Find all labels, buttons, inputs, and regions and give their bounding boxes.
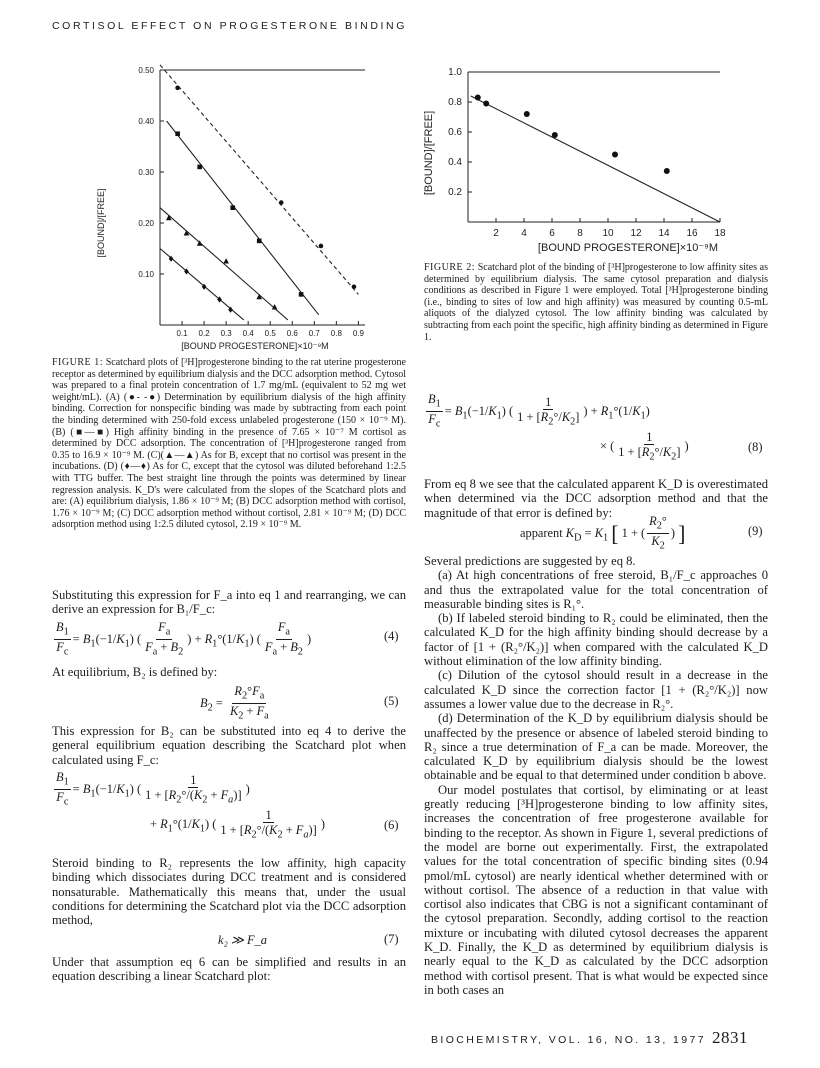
prediction-c: (c) Dilution of the cytosol should result in a decrease in the calculated K_D since the correction factor [1 + (R₂°/K₂)] now assumes a lower value due to the decrease in R₂°.: [424, 668, 768, 711]
figure1-xlabel: [BOUND PROGESTERONE]×10⁻⁹M: [181, 341, 329, 351]
data-point-circle: [612, 152, 618, 158]
footer-journal: BIOCHEMISTRY, VOL. 16, NO. 13, 1977: [430, 1034, 706, 1046]
figure1-caption: [52, 357, 406, 531]
equation-4-number: (4): [384, 629, 399, 643]
x-tick-label: 0.3: [220, 329, 232, 338]
y-tick-label: 0.4: [448, 157, 462, 168]
equation-5-number: (5): [384, 694, 399, 708]
y-tick-label: 0.50: [138, 66, 154, 75]
equation-8-line1: $\frac{B_1}{F_c}$ = $B_1(-1/K_1)$ ( $\frac{1}{1 + [R_2^\circ/K_2]}$ ) + $R_1^\circ(1/K_1)$: [428, 392, 650, 430]
equation-9-number: (9): [748, 524, 763, 538]
running-header: CORTISOL EFFECT ON PROGESTERONE BINDING: [52, 20, 407, 32]
fit-line-circle: [471, 96, 720, 222]
figure2-chart: [418, 58, 758, 258]
x-tick-label: 12: [630, 228, 642, 239]
y-tick-label: 0.30: [138, 168, 154, 177]
x-tick-label: 2: [493, 228, 499, 239]
prediction-a: (a) At high concentrations of free steroid, B₁/F_c approaches 0 and thus the extrapolated value for the total concentration of measurable binding sites is R₁°.: [424, 568, 768, 611]
equation-7-number: (7): [384, 932, 399, 946]
y-tick-label: 1.0: [448, 67, 462, 78]
data-point-circle: [175, 86, 180, 91]
figure1-caption-lead: FIGURE 1:: [52, 357, 104, 368]
equation-6-line2: + $R_1^\circ(1/K_1)$ ( $\frac{1}{1 + [R_2^\circ/(K_2 + F_a)]}$ ): [150, 808, 325, 841]
x-tick-label: 0.2: [198, 329, 210, 338]
left-paragraph-5: Under that assumption eq 6 can be simplified and results in an equation describing a linear Scatchard plot:: [52, 955, 406, 984]
equation-8-line2: × ( $\frac{1}{1 + [R_2^\circ/K_2]}$ ): [600, 430, 689, 463]
data-point-circle: [319, 244, 324, 249]
data-point-triangle: [223, 258, 229, 263]
left-paragraph-4: Steroid binding to R₂ represents the low affinity, high capacity binding which dissociates during DCC treatment and is considered nonsaturable. Mathematically this means that, under the usual conditions for determining the Scatchard plot via the DCC adsorption method,: [52, 856, 406, 928]
prediction-d: (d) Determination of the K_D by equilibrium dialysis should be unaffected by the presence or absence of labeled steroid binding to R₂ since a true determination of F_a can be made. Moreover, the calculated K_D by equilibrium dialysis should be the lowest obtainable and be equal to that determined under condition b above.: [424, 711, 768, 783]
x-tick-label: 0.6: [286, 329, 298, 338]
y-tick-label: 0.6: [448, 127, 462, 138]
equation-4: $\frac{B_1}{F_c}$ = $B_1(-1/K_1)$ ( $\frac{F_a}{F_a + B_2}$ ) + $R_1^\circ(1/K_1)$ ( $\frac{F_a}{F_a + B_2}$ ): [56, 620, 312, 658]
prediction-b: (b) If labeled steroid binding to R₂ could be eliminated, then the calculated K_D for the high affinity binding should decrease by a factor of [1 + (R₂°/K₂)] when compared with the calculated K_D without elimination of the low affinity binding.: [424, 611, 768, 669]
page-number: 2831: [712, 1028, 748, 1047]
right-paragraph-1: From eq 8 we see that the calculated apparent K_D is overestimated when determined via the DCC adsorption method and that the magnitude of that error is defined by:: [424, 477, 768, 520]
fit-line-circle: [160, 65, 358, 295]
x-tick-label: 18: [714, 228, 726, 239]
fit-line-square: [167, 121, 319, 315]
y-tick-label: 0.10: [138, 270, 154, 279]
equation-5: $B_2$ = $\frac{R_2^\circ F_a}{K_2 + F_a}$: [200, 684, 269, 722]
figure1-chart: [60, 58, 380, 358]
x-tick-label: 0.9: [352, 329, 364, 338]
x-tick-label: 10: [602, 228, 614, 239]
x-tick-label: 8: [577, 228, 583, 239]
figure1-ylabel: [BOUND]/[FREE]: [96, 188, 106, 258]
x-tick-label: 0.1: [176, 329, 188, 338]
data-point-circle: [524, 111, 530, 117]
x-tick-label: 0.4: [242, 329, 254, 338]
x-tick-label: 0.5: [264, 329, 276, 338]
x-tick-label: 14: [658, 228, 670, 239]
left-paragraph-1: Substituting this expression for F_a into eq 1 and rearranging, we can derive an expression for B₁/F_c:: [52, 588, 406, 617]
data-point-circle: [483, 101, 489, 107]
x-tick-label: 0.8: [330, 329, 342, 338]
figure1-caption-text: Scatchard plots of [³H]progesterone binding to the rat uterine progesterone receptor as determined by equilibrium dialysis and the DCC adsorption method. Cytosol was prepared to a final protein concentration of 1.7 mg/mL (equivalent to 52 mg wet weight/mL). (A) (●- -●) Determination by equilibrium dialysis of the high affinity binding. Correction for nonspecific binding was made by subtracting from each point the binding determined with 250-fold excess unlabeled progesterone (150 × 10⁻⁹ M). (B) (■—■) High affinity binding in the presence of 7.65 × 10⁻⁷ M cortisol as determined by DCC adsorption. The concentration of [³H]progesterone ranged from 0.35 to 16.9 × 10⁻⁹ M. (C)(▲—▲) As for B, except that no cortisol was present in the incubations. (D) (♦—♦) As for C, except that the cytosol was diluted beforehand 1:2.5 with TTG buffer. The best straight line through the points was determined by linear regression analysis. K_D's were calculated from the slopes of the Scatchard plots and are: (A) equilibrium dialysis, 1.86 × 10⁻⁹ M; (B) DCC adsorption method with cortisol, 1.76 × 10⁻⁹ M; (C) DCC adsorption method without cortisol, 2.81 × 10⁻⁹ M; (D) DCC adsorption method using 1:2.5 diluted cytosol, 2.19 × 10⁻⁹ M.: [52, 357, 406, 531]
footer: [431, 1028, 748, 1048]
equation-8-number: (8): [748, 440, 763, 454]
data-point-circle: [664, 168, 670, 174]
right-paragraph-model: Our model postulates that cortisol, by eliminating or at least greatly reducing [³H]progesterone binding to low affinity sites, increases the concentration of free progesterone available for binding to the receptor. As shown in Figure 1, several predictions of the model are borne out experimentally. First, the extrapolated values for the total concentration of specific binding sites (0.94 pmol/mL cytosol) are nearly identical whether determined with or without cortisol. The absence of a reduction in that value with cortisol also indicates that CBG is not a significant contaminant of the cytosol preparation. Secondly, adding cortisol to the reaction mixture or incubating with diluted cytosol decreases the apparent K_D. Finally, the K_D as determined by equilibrium dialysis is nearly equal to the K_D as calculated by the DCC adsorption method with cortisol present. That is what would be expected since in both cases an: [424, 782, 768, 997]
data-point-square: [230, 205, 235, 210]
right-column-text: [424, 554, 768, 997]
left-paragraph-2: At equilibrium, B₂ is defined by:: [52, 665, 218, 679]
y-tick-label: 0.8: [448, 97, 462, 108]
data-point-circle: [552, 132, 558, 138]
figure2-ylabel: [BOUND]/[FREE]: [423, 110, 435, 196]
data-point-circle: [352, 284, 357, 289]
equation-6-number: (6): [384, 818, 399, 832]
x-tick-label: 0.7: [308, 329, 320, 338]
y-tick-label: 0.2: [448, 187, 462, 198]
data-point-square: [175, 131, 180, 136]
equation-6-line1: $\frac{B_1}{F_c}$ = $B_1(-1/K_1)$ ( $\frac{1}{1 + [R_2^\circ/(K_2 + F_a)]}$ ): [56, 770, 250, 808]
data-point-square: [197, 165, 202, 170]
data-point-square: [299, 292, 304, 297]
y-tick-label: 0.20: [138, 219, 154, 228]
figure2-caption: [424, 262, 768, 343]
data-point-circle: [279, 200, 284, 205]
x-tick-label: 6: [549, 228, 555, 239]
x-tick-label: 4: [521, 228, 527, 239]
equation-9: apparent $K_D = K_1$ [ 1 + ( $\frac{R_2^\circ}{K_2}$ ) ]: [520, 514, 686, 552]
figure2-caption-lead: FIGURE 2:: [424, 262, 476, 273]
data-point-square: [257, 239, 262, 244]
right-paragraph-2: Several predictions are suggested by eq 8.: [424, 554, 636, 568]
equation-7: k₂ ≫ F_a: [218, 933, 267, 947]
figure2-caption-text: Scatchard plot of the binding of [³H]progesterone to low affinity sites as determined by equilibrium dialysis. The same cytosol preparation and dialysis conditions as described in Figure 1 were employed. Total [³H]progesterone binding (i.e., binding to sites of low and high affinity) was measured by counting 0.5-mL aliquots of the dialyzed cytosol. The low affinity binding was calculated by subtracting from each point the specific, high affinity binding as determined in Figure 1.: [424, 262, 768, 343]
y-tick-label: 0.40: [138, 117, 154, 126]
left-paragraph-3: This expression for B₂ can be substituted into eq 4 to derive the general equilibrium equation describing the Scatchard plot when calculated using F_c:: [52, 724, 406, 767]
x-tick-label: 16: [686, 228, 698, 239]
data-point-circle: [475, 95, 481, 101]
figure2-xlabel: [BOUND PROGESTERONE]×10⁻⁹M: [537, 242, 719, 254]
